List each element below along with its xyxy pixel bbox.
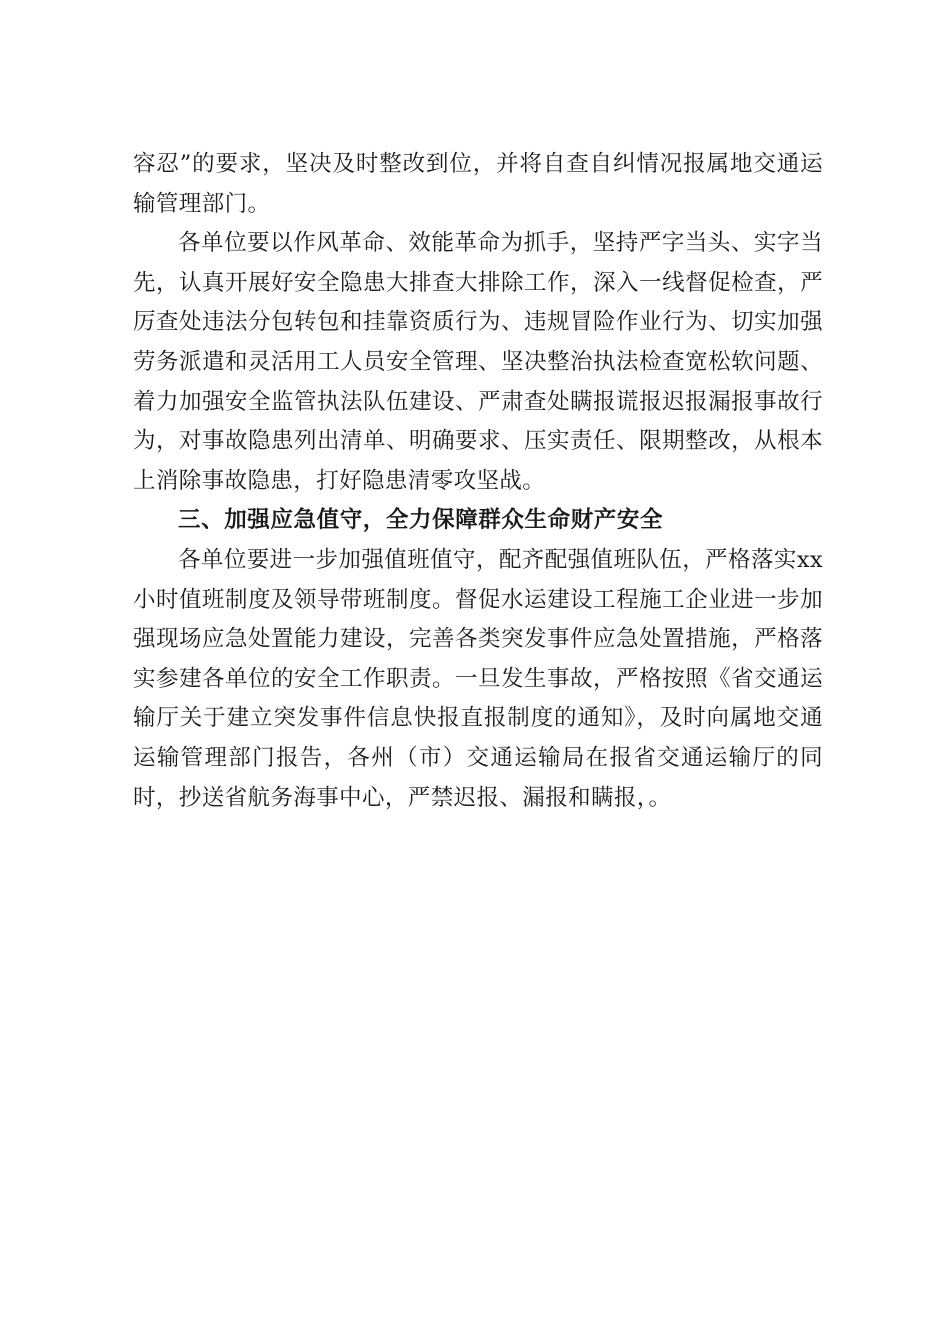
- paragraph-hazard-inspection: 各单位要以作风革命、效能革命为抓手，坚持严字当头、实字当先，认真开展好安全隐患大排查大排除工作，深入一线督促检查，严厉查处违法分包转包和挂靠资质行为、违规冒险作业行为、切实加强劳务派遣和灵活用工人员安全管理、坚决整治执法检查宽松软问题、着力加强安全监管执法队伍建设、严肃查处瞒报谎报迟报漏报事故行为，对事故隐患列出清单、明确要求、压实责任、限期整改，从根本上消除事故隐患，打好隐患清零攻坚战。: [133, 230, 823, 494]
- section-heading-emergency-duty: 三、加强应急值守，全力保障群众生命财产安全: [178, 507, 664, 534]
- document-body: [133, 145, 823, 818]
- paragraph-emergency-duty: 各单位要进一步加强值班值守，配齐配强值班队伍，严格落实xx小时值班制度及领导带班制度。督促水运建设工程施工企业进一步加强现场应急处置能力建设，完善各类突发事件应急处置措施，严格落实参建各单位的安全工作职责。一旦发生事故，严格按照《省交通运输厅关于建立突发事件信息快报直报制度的通知》，及时向属地交通运输管理部门报告，各州（市）交通运输局在报省交通运输厅的同时，抄送省航务海事中心，严禁迟报、漏报和瞒报，。: [133, 546, 823, 811]
- paragraph-continuation: 容忍”的要求，坚决及时整改到位，并将自查自纠情况报属地交通运输管理部门。: [133, 151, 823, 217]
